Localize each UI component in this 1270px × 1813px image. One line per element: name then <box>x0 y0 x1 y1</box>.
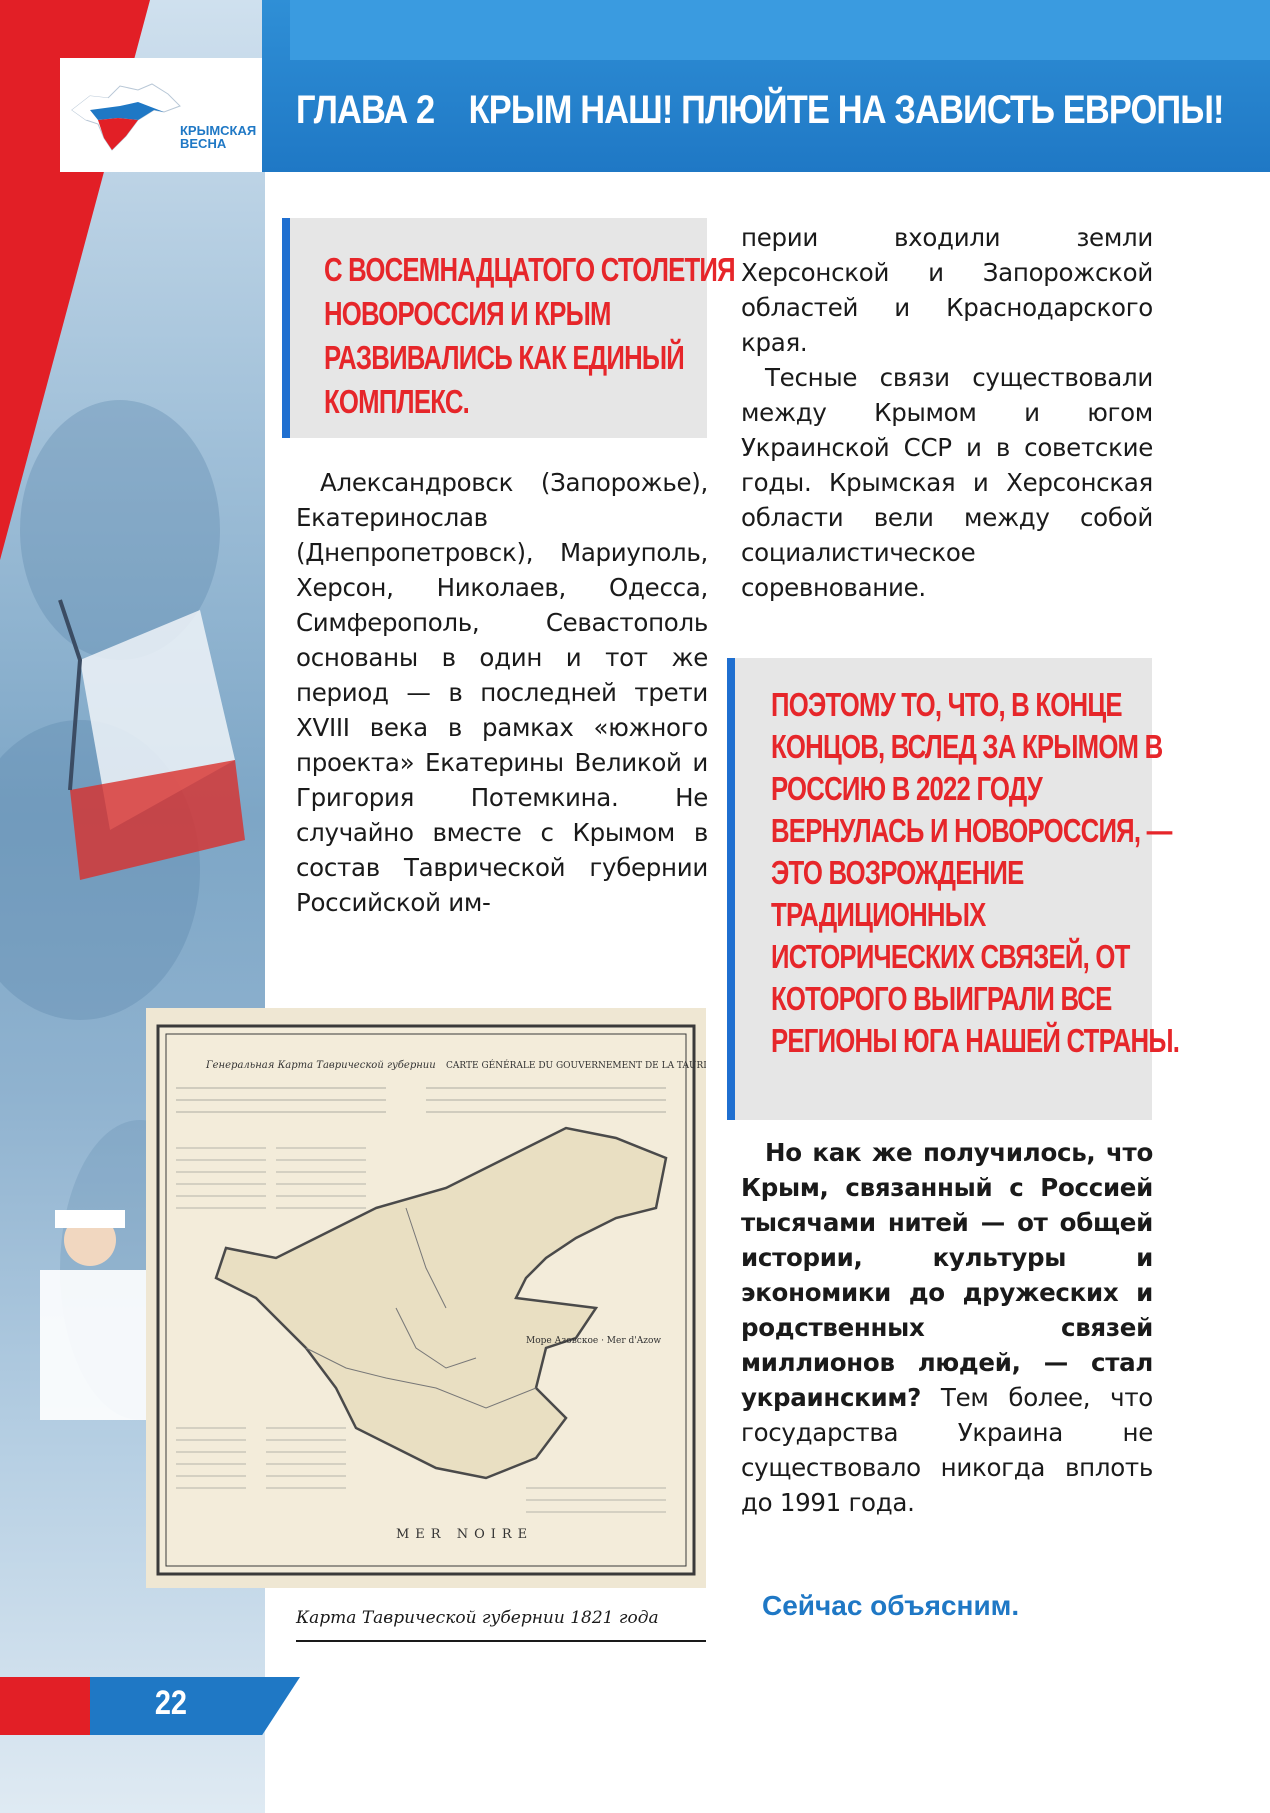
right-column-top <box>741 220 1153 605</box>
map-title-ru: Генеральная Карта Таврической губернии <box>206 1060 436 1071</box>
footer-blue-band <box>90 1677 300 1735</box>
logo-line-1: КРЫМСКАЯ <box>180 123 257 138</box>
map-title-fr: CARTE GÉNÉRALE DU GOUVERNEMENT DE LA TAURIDE <box>446 1061 706 1071</box>
footer-red-band <box>0 1677 100 1735</box>
pull-quote-2 <box>727 658 1180 1120</box>
crimea-map-icon <box>68 76 188 156</box>
historic-map <box>146 1008 706 1588</box>
header <box>0 0 1270 172</box>
chapter-title: КРЫМ НАШ! ПЛЮЙТЕ НА ЗАВИСТЬ ЕВРОПЫ! <box>468 88 1224 132</box>
pull-quote-2-text: ПОЭТОМУ ТО, ЧТО, В КОНЦЕ КОНЦОВ, ВСЛЕД ЗА КРЫМОМ В РОССИЮ В 2022 ГОДУ ВЕРНУЛАСЬ И НОВОРОССИЯ, — ЭТО ВОЗРОЖДЕНИЕ ТРАДИЦИОННЫХ ИСТОРИЧЕСКИХ СВЯЗЕЙ, ОТ КОТОРОГО ВЫИГРАЛИ ВСЕ РЕГИОНЫ ЮГА НАШЕЙ СТРАНЫ. <box>771 686 1180 1059</box>
pull-quote-1-text: С ВОСЕМНАДЦАТОГО СТОЛЕТИЯ НОВОРОССИЯ И КРЫМ РАЗВИВАЛИСЬ КАК ЕДИНЫЙ КОМПЛЕКС. <box>324 251 735 420</box>
bold-question: Но как же получилось, что Крым, связанный с Россией тысячами нитей — от общей истории, культуры и экономики до дружеских и родственных связей миллионов людей, — стал украинским? <box>741 1138 1153 1412</box>
question-continuation: Тем более, что государства Украина не существовало никогда вплоть до 1991 года. <box>741 1383 1153 1517</box>
map-label-black-sea: MER NOIRE <box>396 1527 534 1542</box>
header-band-top <box>290 0 1270 60</box>
left-column-paragraph: Александровск (Запорожье), Екатеринослав (Днепропетровск), Мариуполь, Херсон, Николаев, Одесса, Симферополь, Севастополь основаны в один и тот же период — в последней трети XVIII века в рамках «южного проекта» Екатерины Великой и Григория Потемкина. Не случайно вместе с Крымом в состав Таврической губернии Российской им- <box>296 468 708 917</box>
chapter-heading <box>296 88 1258 133</box>
quote-bar <box>282 218 290 438</box>
map-caption: Карта Таврической губернии 1821 года <box>296 1608 706 1642</box>
right-paragraph-2: Тесные связи существовали между Крымом и югом Украинской ССР и в советские годы. Крымская и Херсонская области вели между собой социалистическое соревнование. <box>741 363 1153 602</box>
logo-line-2: ВЕСНА <box>180 136 227 151</box>
right-paragraph-1: перии входили земли Херсонской и Запорожской областей и Краснодарского края. <box>741 223 1153 357</box>
map-label-azov: Море Азовское · Mer d'Azow <box>526 1336 662 1346</box>
logo <box>60 58 262 172</box>
right-paragraph-3 <box>741 1135 1153 1520</box>
call-to-action: Сейчас объясним. <box>762 1590 1020 1621</box>
tauride-map-illustration <box>146 1008 706 1588</box>
chapter-number: ГЛАВА 2 <box>296 88 435 132</box>
left-column <box>296 465 708 920</box>
right-column-bottom <box>741 1135 1153 1520</box>
page-number: 22 <box>154 1684 187 1722</box>
quote-bar <box>727 658 735 1120</box>
pull-quote-1 <box>282 218 735 438</box>
logo-text <box>180 124 256 150</box>
